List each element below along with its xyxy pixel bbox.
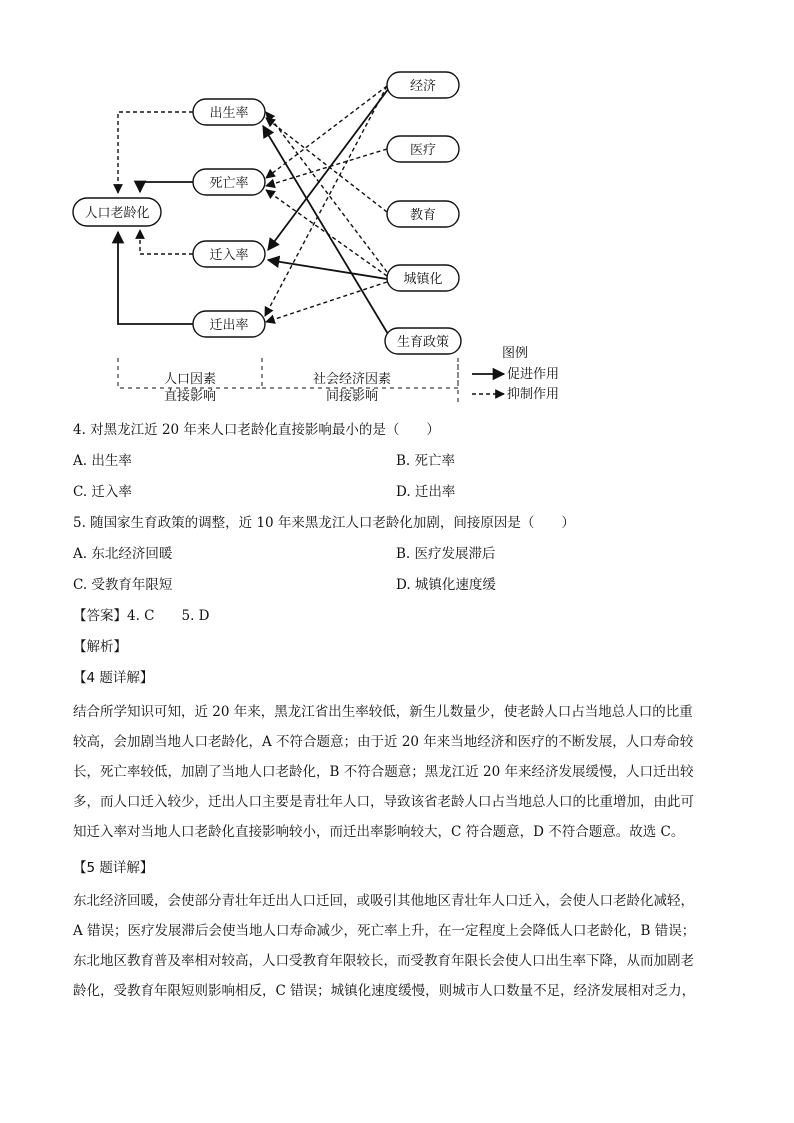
node-education xyxy=(387,201,459,227)
svg-text:教育: 教育 xyxy=(409,208,437,223)
q5-option-d: D. 城镇化速度缓 xyxy=(396,577,496,593)
svg-text:人口老龄化: 人口老龄化 xyxy=(84,206,150,221)
arrow-immigration-to-aging xyxy=(140,230,193,254)
detail-4-line: 长，死亡率较低，加剧了当地人口老龄化，B 不符合题意；黑龙江近 20 年来经济发展缓慢，人口迁出较 xyxy=(73,764,694,780)
label-population-factors: 人口因素 xyxy=(163,372,217,387)
node-birth-policy xyxy=(385,328,461,354)
detail-4-body xyxy=(73,697,723,847)
q5-option-b: B. 医疗发展滞后 xyxy=(396,546,496,562)
detail-4-label: 【4 题详解】 xyxy=(73,670,154,686)
analysis-label: 【解析】 xyxy=(73,639,127,655)
arrow-urbanization-to-birth xyxy=(266,112,387,272)
node-economy xyxy=(387,72,459,98)
arrow-medical-to-death xyxy=(266,149,387,186)
arrow-emigration-to-aging xyxy=(118,232,193,324)
detail-4-line: 较高，会加剧当地人口老龄化，A 不符合题意；由于近 20 年来当地经济和医疗的不断发展，人口寿命较 xyxy=(73,734,694,750)
node-birth-rate xyxy=(193,99,265,125)
q4-option-b: B. 死亡率 xyxy=(396,453,456,469)
detail-4-line: 知迁入率对当地人口老龄化直接影响较小，而迁出率影响较大，C 符合题意，D 不符合题意。故选 C。 xyxy=(73,824,685,840)
detail-5-body xyxy=(73,886,723,1006)
detail-5-line: 龄化，受教育年限短则影响相反，C 错误；城镇化速度缓慢，则城市人口数量不足，经济发展相对乏力， xyxy=(73,983,696,999)
answer-value: 4. C 5. D xyxy=(127,608,210,624)
label-indirect-influence: 间接影响 xyxy=(325,389,379,404)
node-immigration-rate xyxy=(193,241,265,267)
svg-text:医疗: 医疗 xyxy=(409,143,437,158)
detail-4-line: 结合所学知识可知，近 20 年来，黑龙江省出生率较低，新生儿数量少，使老龄人口占当地总人口的比重 xyxy=(73,704,693,720)
label-direct-influence: 直接影响 xyxy=(163,389,217,404)
legend-title: 图例 xyxy=(502,346,529,361)
svg-text:经济: 经济 xyxy=(409,79,437,94)
label-socioeconomic-factors: 社会经济因素 xyxy=(312,372,392,387)
svg-text:死亡率: 死亡率 xyxy=(209,176,249,191)
detail-5-line: 东北地区教育普及率相对较高，人口受教育年限较长，而受教育年限长会使人口出生率下降，从而加剧老 xyxy=(73,953,694,969)
legend-inhibit-label: 抑制作用 xyxy=(507,387,560,402)
detail-5-label: 【5 题详解】 xyxy=(73,860,154,876)
legend-promote-label: 促进作用 xyxy=(507,367,560,382)
node-emigration-rate xyxy=(193,311,265,337)
question-5-stem: 5. 随国家生育政策的调整，近 10 年来黑龙江人口老龄化加剧，间接原因是（ ） xyxy=(73,515,575,531)
question-4-stem: 4. 对黑龙江近 20 年来人口老龄化直接影响最小的是（ ） xyxy=(73,422,440,438)
svg-text:城镇化: 城镇化 xyxy=(403,272,443,287)
q4-option-d: D. 迁出率 xyxy=(396,484,456,500)
q5-option-a: A. 东北经济回暖 xyxy=(73,546,173,562)
node-death-rate xyxy=(193,169,265,195)
node-medical xyxy=(387,136,459,162)
q4-option-c: C. 迁入率 xyxy=(73,484,132,500)
svg-text:迁入率: 迁入率 xyxy=(209,248,249,263)
detail-4-line: 多，而人口迁入较少，迁出人口主要是青壮年人口，导致该省老龄人口占当地总人口的比重增加，由此可 xyxy=(73,794,694,810)
svg-text:迁出率: 迁出率 xyxy=(209,318,249,333)
arrow-economy-to-immigration xyxy=(268,88,389,250)
node-urbanization xyxy=(387,265,459,291)
detail-5-line: 东北经济回暖，会使部分青壮年迁出人口迁回，或吸引其他地区青壮年人口迁入，会使人口老龄化减轻， xyxy=(73,893,694,909)
answer-label: 【答案】 xyxy=(73,608,127,624)
node-aging xyxy=(73,198,161,226)
svg-text:生育政策: 生育政策 xyxy=(396,335,450,350)
svg-text:出生率: 出生率 xyxy=(209,106,249,121)
arrow-birth-to-aging xyxy=(118,112,193,193)
arrow-death-to-aging xyxy=(140,182,193,192)
population-aging-diagram xyxy=(0,0,794,420)
detail-5-line: A 错误；医疗发展滞后会使当地人口寿命减少，死亡率上升，在一定程度上会降低人口老龄化，B 错误； xyxy=(73,923,696,939)
q4-option-a: A. 出生率 xyxy=(73,453,132,469)
answer-line xyxy=(73,610,210,624)
q5-option-c: C. 受教育年限短 xyxy=(73,577,173,593)
arrow-economy-to-emigration xyxy=(265,86,387,316)
